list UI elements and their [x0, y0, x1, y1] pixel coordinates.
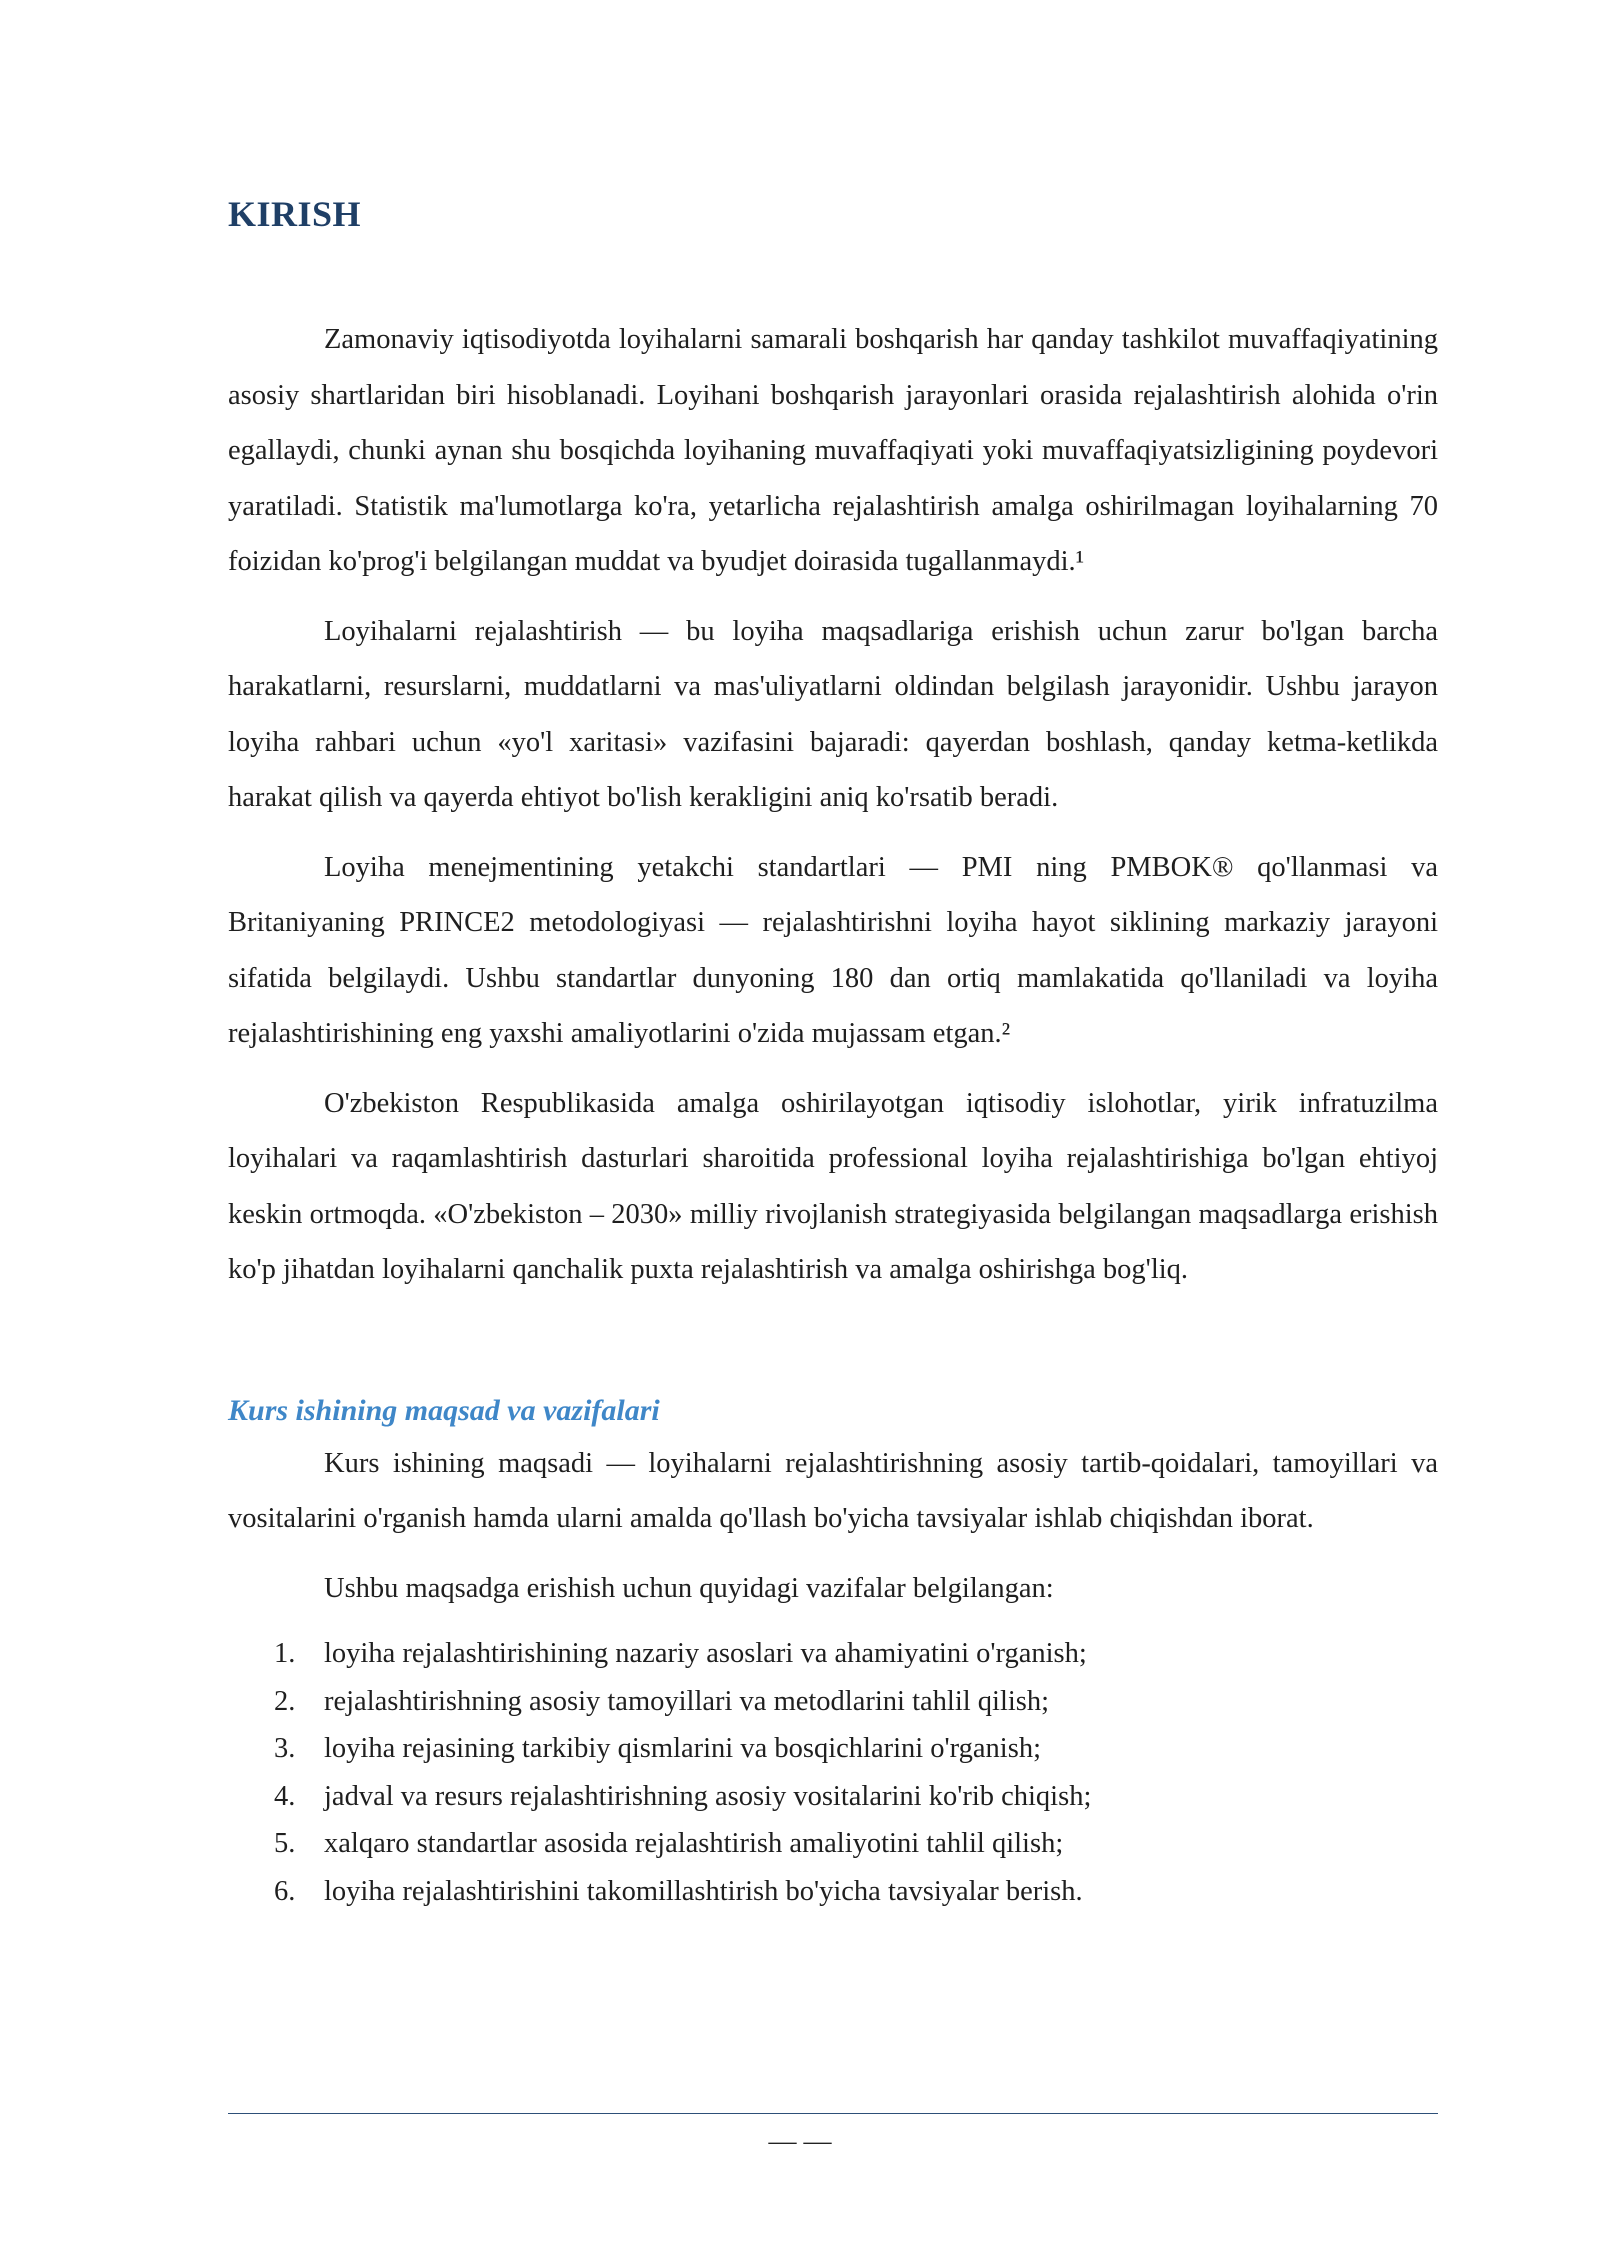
list-item	[228, 1678, 1438, 1726]
list-item-text: jadval va resurs rejalashtirishning asosiy vositalarini ko'rib chiqish;	[324, 1780, 1092, 1812]
footer-divider	[228, 2113, 1438, 2114]
list-item	[228, 1820, 1438, 1868]
section-heading: KIRISH	[228, 194, 362, 234]
list-item-number: 5.	[274, 1828, 296, 1859]
subsection-heading: Kurs ishining maqsad va vazifalari	[228, 1393, 660, 1427]
list-item	[228, 1725, 1438, 1773]
list-item-text: loyiha rejalashtirishining nazariy asoslari va ahamiyatini o'rganish;	[324, 1638, 1087, 1669]
intro-paragraph-2: Loyihalarni rejalashtirish — bu loyiha maqsadlariga erishish uchun zarur bo'lgan barcha harakatlarni, resurslarni, muddatlarni va mas'uliyatlarni oldindan belgilash jarayonidir. Ushbu jarayon loyiha rahbari uchun «yo'l xaritasi» vazifasini bajaradi: qayerdan boshlash, qanday ketma-ketlikda harakat qilish va qayerda ehtiyot bo'lish kerakligini aniq ko'rsatib beradi.	[228, 615, 1438, 813]
goal-paragraph: Kurs ishining maqsadi — loyihalarni rejalashtirishning asosiy tartib-qoidalari, tamoyillari va vositalarini o'rganish hamda ularni amalda qo'llash bo'yicha tavsiyalar ishlab chiqishdan iborat.	[228, 1447, 1438, 1534]
list-item	[228, 1868, 1438, 1916]
list-item-text: rejalashtirishning asosiy tamoyillari va metodlarini tahlil qilish;	[324, 1685, 1050, 1717]
list-item-text: xalqaro standartlar asosida rejalashtirish amaliyotini tahlil qilish;	[324, 1828, 1064, 1859]
list-item-number: 1.	[274, 1638, 296, 1669]
list-item	[228, 1773, 1438, 1821]
intro-paragraph-1: Zamonaviy iqtisodiyotda loyihalarni samarali boshqarish har qanday tashkilot muvaffaqiyatining asosiy shartlaridan biri hisoblanadi. Loyihani boshqarish jarayonlari orasida rejalashtirish alohida o'rin egallaydi, chunki aynan shu bosqichda loyihaning muvaffaqiyati yoki muvaffaqiyatsizligining poydevori yaratiladi. Statistik ma'lumotlarga ko'ra, yetarlicha rejalashtirish amalga oshirilmagan loyihalarning 70 foizidan ko'prog'i belgilangan muddat va byudjet doirasida tugallanmaydi.¹	[228, 324, 1438, 577]
list-item-text: loyiha rejasining tarkibiy qismlarini va bosqichlarini o'rganish;	[324, 1733, 1041, 1764]
task-list	[228, 1630, 1438, 1915]
list-item-number: 3.	[274, 1733, 296, 1764]
intro-paragraph-4: O'zbekiston Respublikasida amalga oshirilayotgan iqtisodiy islohotlar, yirik infratuzilma loyihalari va raqamlashtirish dasturlari sharoitida professional loyiha rejalashtirishiga bo'lgan ehtiyoj keskin ortmoqda. «O'zbekiston – 2030» milliy rivojlanish strategiyasida belgilangan maqsadlarga erishish ko'p jihatdan loyihalarni qanchalik puxta rejalashtirish va amalga oshirishga bog'liq.	[228, 1087, 1438, 1285]
list-item	[228, 1630, 1438, 1678]
page-content	[228, 190, 1438, 1915]
page-number: — —	[768, 2126, 832, 2157]
intro-paragraph-3: Loyiha menejmentining yetakchi standartlari — PMI ning PMBOK® qo'llanmasi va Britaniyaning PRINCE2 metodologiyasi — rejalashtirishni loyiha hayot siklining markaziy jarayoni sifatida belgilaydi. Ushbu standartlar dunyoning 180 dan ortiq mamlakatida qo'llaniladi va loyiha rejalashtirishining eng yaxshi amaliyotlarini o'zida mujassam etgan.²	[228, 851, 1438, 1049]
list-item-number: 4.	[274, 1780, 296, 1812]
tasks-intro: Ushbu maqsadga erishish uchun quyidagi vazifalar belgilangan:	[324, 1572, 1054, 1604]
list-item-number: 6.	[274, 1875, 296, 1907]
list-item-number: 2.	[274, 1685, 296, 1717]
list-item-text: loyiha rejalashtirishini takomillashtirish bo'yicha tavsiyalar berish.	[324, 1875, 1083, 1907]
